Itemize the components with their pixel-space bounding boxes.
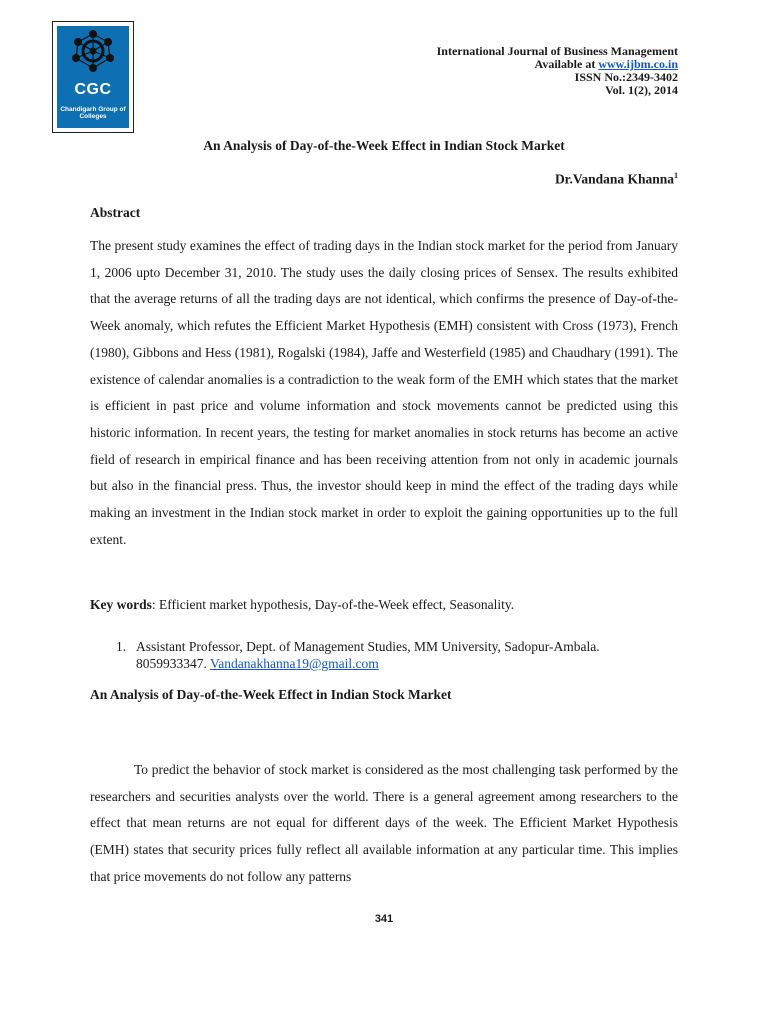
author-footnote-marker: 1 bbox=[674, 171, 678, 180]
abstract-text: The present study examines the effect of trading days in the Indian stock market for the period from January 1, 2006 upto December 31, 2010. The study uses the daily closing prices of Sensex. The results exhibited that the average returns of all the trading days are not identical, which confirms the presence of Day-of-the-Week anomaly, which refutes the Efficient Market Hypothesis (EMH) consistent with Cross (1973), French (1980), Gibbons and Hess (1981), Rogalski (1984), Jaffe and Westerfield (1985) and Chaudhary (1991). The existence of calendar anomalies is a contradiction to the weak form of the EMH which states that the market is efficient in past price and volume information and stock movements cannot be predicted using this historic information. In recent years, the testing for market anomalies in stock returns has become an active field of research in empirical finance and has been receiving attention from not only in academic journals but also in the financial press. Thus, the investor should keep in mind the effect of the trading days while making an investment in the Indian stock market in order to exploit the gaining opportunities up to the full extent. bbox=[90, 238, 678, 547]
logo-college-name: Chandigarh Group of Colleges bbox=[60, 106, 126, 120]
author-name bbox=[555, 171, 678, 188]
logo-acronym: CGC bbox=[74, 81, 112, 98]
journal-header bbox=[437, 45, 678, 97]
journal-url-link[interactable]: www.ijbm.co.in bbox=[598, 57, 678, 71]
journal-volume: Vol. 1(2), 2014 bbox=[605, 83, 678, 97]
footnote-contact bbox=[136, 655, 600, 672]
keywords-label: Key words bbox=[90, 597, 152, 612]
available-prefix: Available at bbox=[534, 57, 599, 71]
logo-background bbox=[57, 26, 129, 128]
journal-issn: ISSN No.:2349-3402 bbox=[574, 70, 678, 84]
page-number: 341 bbox=[374, 913, 394, 925]
author-text: Dr.Vandana Khanna bbox=[554, 171, 674, 187]
author-footnote bbox=[116, 638, 600, 672]
author-email-link[interactable]: Vandanakhanna19@gmail.com bbox=[210, 656, 379, 671]
college-logo bbox=[52, 21, 134, 133]
footnote-number: 1. bbox=[116, 639, 127, 654]
keywords-line bbox=[90, 597, 514, 613]
keywords-text: : Efficient market hypothesis, Day-of-the-Week effect, Seasonality. bbox=[151, 597, 515, 612]
body-paragraph: To predict the behavior of stock market is considered as the most challenging task performed by the researchers and securities analysts over the world. There is a general agreement among researchers to the effect that mean returns are not equal for different days of the week. The Efficient Market Hypothesis (EMH) states that security prices fully reflect all available information at any particular time. This implies that price movements do not follow any patterns bbox=[90, 762, 678, 884]
paper-title: An Analysis of Day-of-the-Week Effect in Indian Stock Market bbox=[203, 138, 565, 153]
footnote-phone: 8059933347. bbox=[136, 656, 211, 671]
section-heading: An Analysis of Day-of-the-Week Effect in Indian Stock Market bbox=[90, 687, 452, 702]
abstract-heading: Abstract bbox=[90, 205, 141, 220]
journal-name: International Journal of Business Management bbox=[436, 44, 678, 58]
footnote-affiliation: Assistant Professor, Dept. of Management Studies, MM University, Sadopur-Ambala. bbox=[136, 639, 600, 654]
